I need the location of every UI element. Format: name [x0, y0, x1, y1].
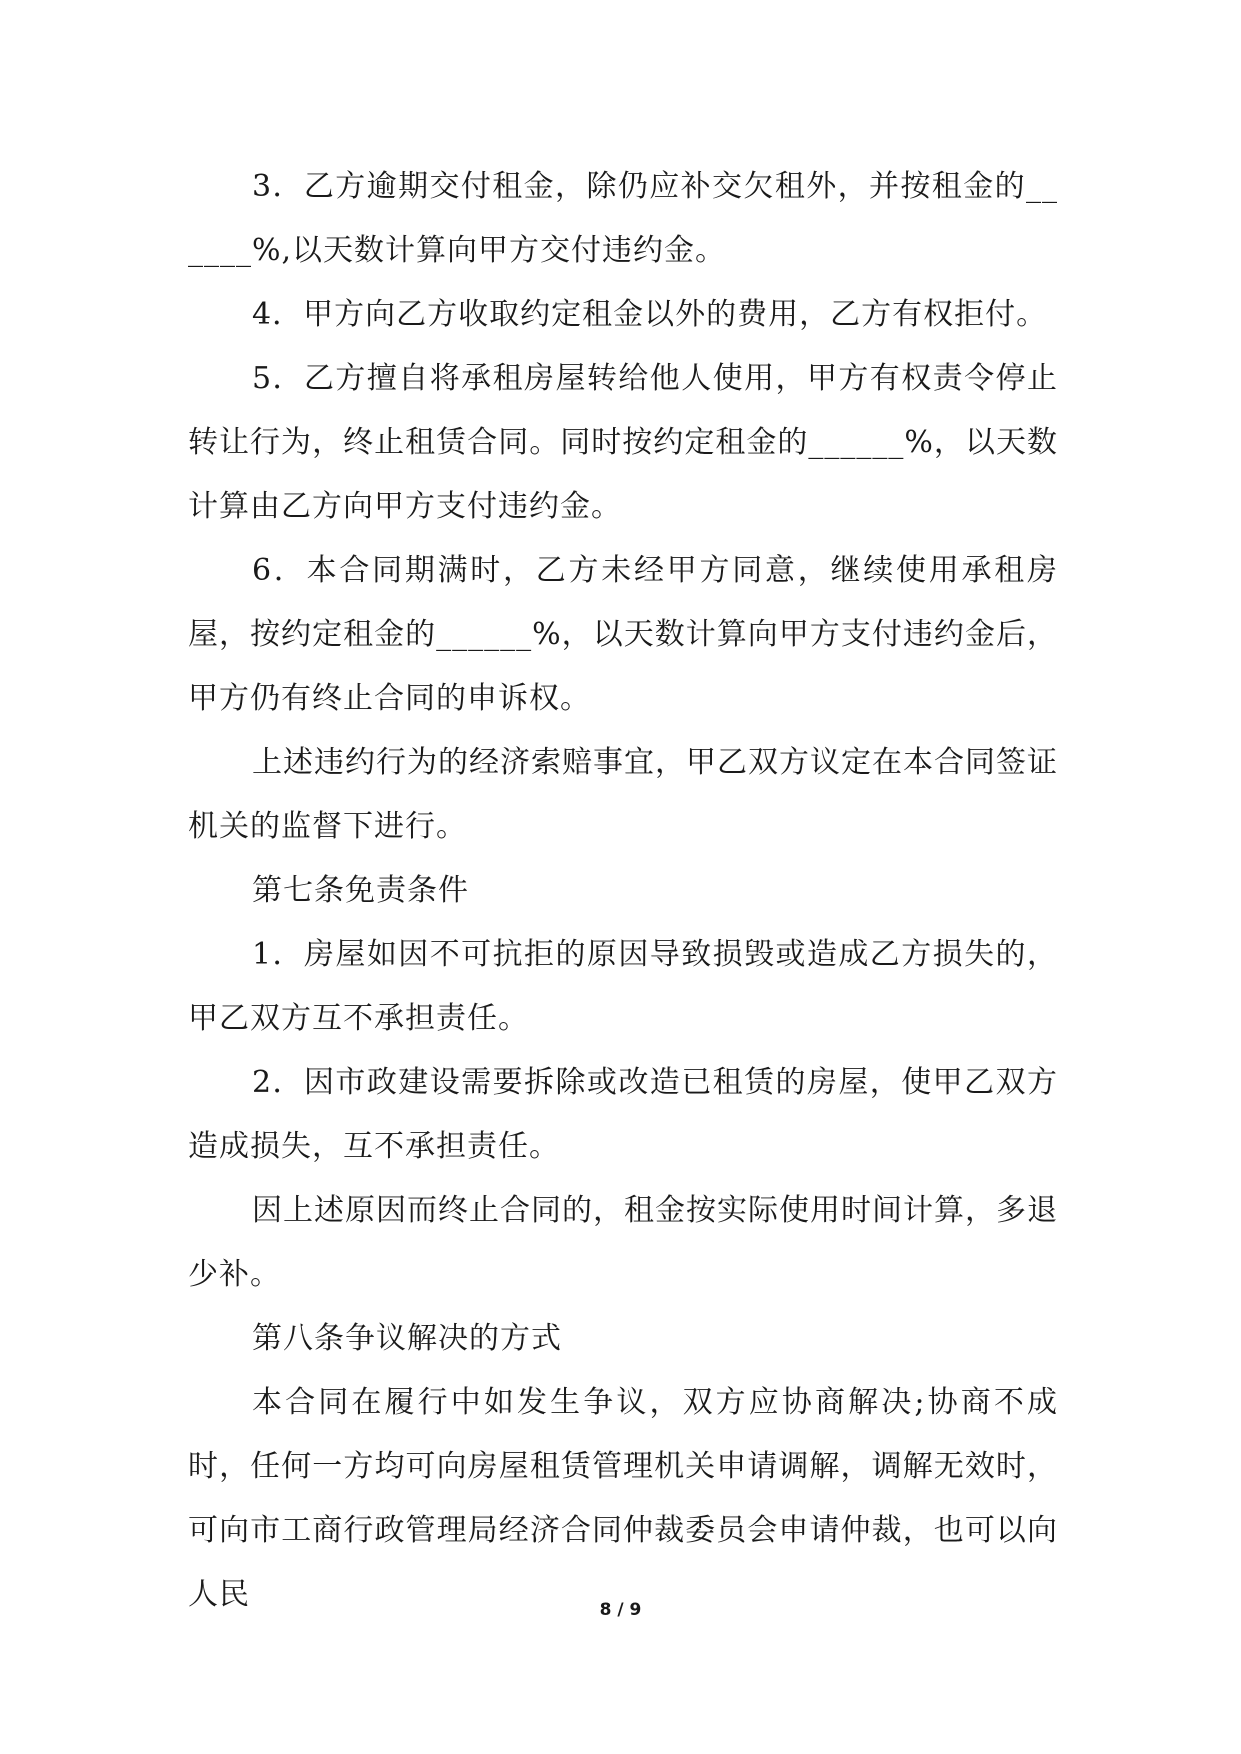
- clause-6-overstay: 6．本合同期满时，乙方未经甲方同意，继续使用承租房屋，按约定租金的______%，以天数计算向甲方支付违约金后，甲方仍有终止合同的申诉权。: [188, 553, 1058, 716]
- page-number: 8 / 9: [599, 1600, 642, 1620]
- clause-3-late-rent: 3．乙方逾期交付租金，除仍应补交欠租外，并按租金的______%,以天数计算向甲方交付违约金。: [188, 169, 1058, 268]
- article-8-body: 本合同在履行中如发生争议，双方应协商解决;协商不成时，任何一方均可向房屋租赁管理机关申请调解，调解无效时，可向市工商行政管理局经济合同仲裁委员会申请仲裁，也可以向人民: [188, 1385, 1058, 1612]
- breach-claims-note: 上述违约行为的经济索赔事宜，甲乙双方议定在本合同签证机关的监督下进行。: [188, 745, 1058, 844]
- article-8-heading: 第八条争议解决的方式: [252, 1321, 562, 1356]
- article-7-rent-settlement: 因上述原因而终止合同的，租金按实际使用时间计算，多退少补。: [188, 1193, 1058, 1292]
- document-body: [188, 155, 1058, 1627]
- article-7-heading: 第七条免责条件: [252, 873, 469, 908]
- clause-5-sublet: 5．乙方擅自将承租房屋转给他人使用，甲方有权责令停止转让行为，终止租赁合同。同时按约定租金的______%，以天数计算由乙方向甲方支付违约金。: [188, 361, 1058, 524]
- article-7-item-2: 2．因市政建设需要拆除或改造已租赁的房屋，使甲乙双方造成损失，互不承担责任。: [188, 1065, 1058, 1164]
- article-7-item-1: 1．房屋如因不可抗拒的原因导致损毁或造成乙方损失的，甲乙双方互不承担责任。: [188, 937, 1058, 1036]
- clause-4-extra-fees: 4．甲方向乙方收取约定租金以外的费用，乙方有权拒付。: [252, 297, 1048, 332]
